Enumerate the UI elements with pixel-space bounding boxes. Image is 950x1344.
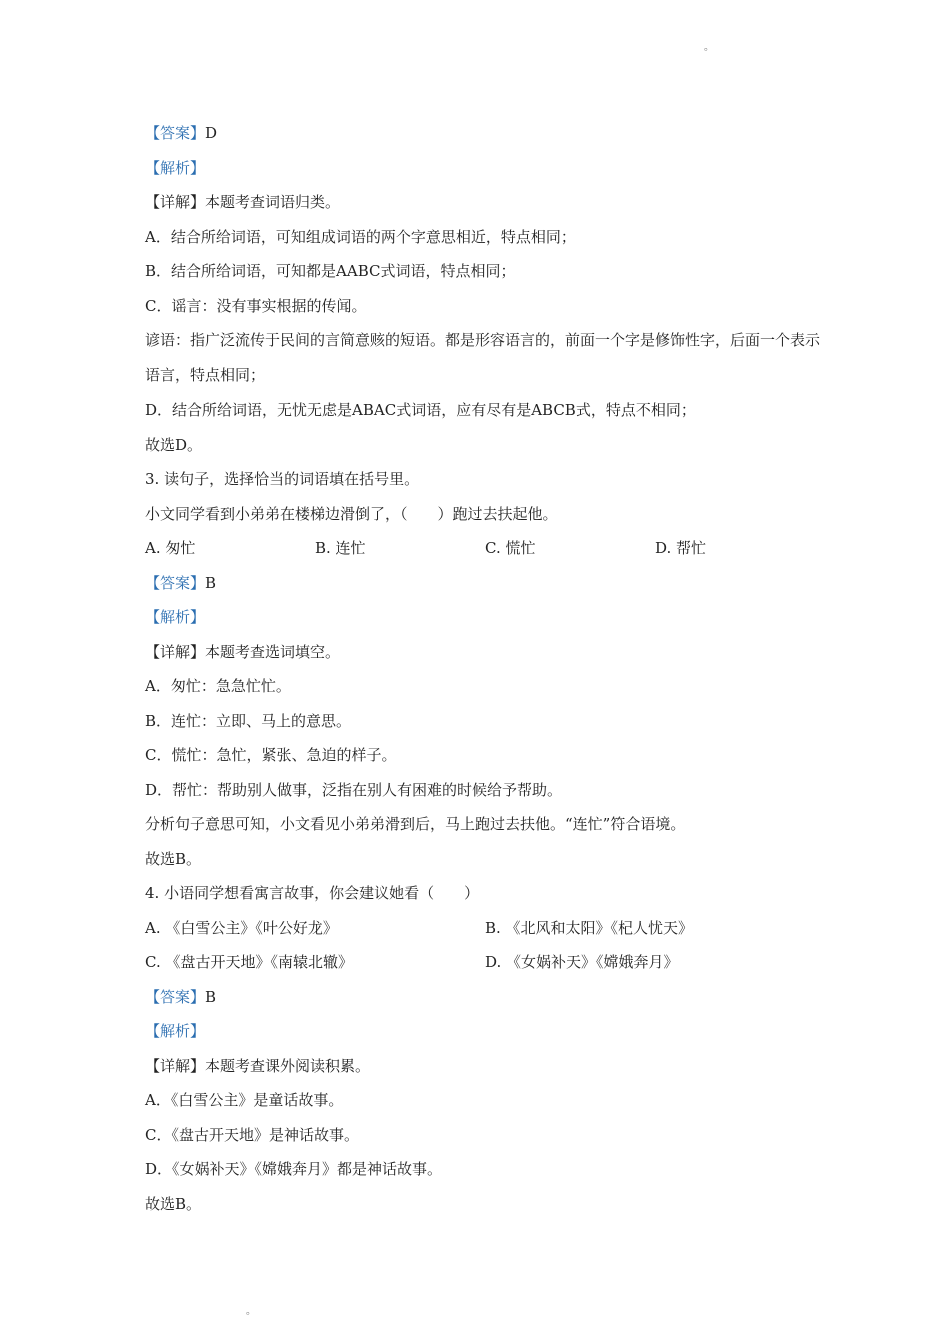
q3-answer [145,566,825,601]
q4-option-c: C. 《盘古开天地》《南辕北辙》 [145,953,353,971]
q3-option-a: A. 匆忙 [145,539,196,557]
detail-text: 本题考查课外阅读积累。 [205,1056,371,1075]
q4-detail [145,1049,825,1084]
q3-sentence: 小文同学看到小弟弟在楼梯边滑倒了，（ ）跑过去扶起他。 [145,504,558,523]
q3-line-c: C．慌忙：急忙，紧张、急迫的样子。 [145,746,397,764]
q2-answer [145,116,825,151]
q2-analysis [145,151,825,186]
q2-detail [145,185,825,220]
q3-analysis [145,600,825,635]
answer-value: B [205,573,217,592]
q4-options-row-1 [145,911,825,946]
q2-line-proverb: 谚语：指广泛流传于民间的言简意赅的短语。都是形容语言的，前面一个字是修饰性字，后面一个表示语言，特点相同； [145,331,821,384]
q2-line-c: C．谣言：没有事实根据的传闻。 [145,296,367,315]
answer-value: B [205,987,217,1006]
header-mark: 。 [704,42,714,53]
detail-tag: 【详解】 [145,1056,206,1075]
q3-option-b: B. 连忙 [315,539,366,557]
q4-conclusion: 故选B。 [145,1194,202,1213]
answer-value: D [205,124,218,142]
q4-line-c: C．《盘古开天地》是神话故事。 [145,1125,359,1144]
q3-option-c: C. 慌忙 [485,539,536,557]
q3-line-b: B．连忙：立即、马上的意思。 [145,711,352,730]
q3-line-d: D．帮忙：帮助别人做事，泛指在别人有困难的时候给予帮助。 [145,780,563,799]
q3-line-analysis: 分析句子意思可知，小文看见小弟弟滑到后，马上跑过去扶他。“连忙”符合语境。 [145,815,686,833]
q4-line-d: D．《女娲补天》《嫦娥奔月》都是神话故事。 [145,1160,443,1178]
q3-line-a: A．匆忙：急急忙忙。 [145,677,291,695]
analysis-tag: 【解析】 [145,608,206,626]
answer-tag: 【答案】 [145,124,206,142]
q2-line-d: D．结合所给词语，无忧无虑是ABAC式词语，应有尽有是ABCB式，特点不相同； [145,401,696,419]
q4-options-row-2 [145,945,825,980]
q3-option-d: D. 帮忙 [655,539,707,557]
detail-text: 本题考查选词填空。 [205,642,341,661]
answer-tag: 【答案】 [145,573,206,592]
q3-options [145,531,825,566]
q2-line-a: A．结合所给词语，可知组成词语的两个字意思相近，特点相同； [145,227,576,246]
q2-conclusion: 故选D。 [145,435,203,454]
q4-analysis [145,1014,825,1049]
footer-mark: 。 [246,1306,256,1317]
q3-detail [145,635,825,670]
q3-conclusion: 故选B。 [145,849,202,868]
answer-tag: 【答案】 [145,987,206,1006]
analysis-tag: 【解析】 [145,1022,206,1040]
q4-line-a: A．《白雪公主》是童话故事。 [145,1091,344,1109]
q4-option-b: B. 《北风和太阳》《杞人忧天》 [485,918,694,937]
document-content [145,116,825,1221]
q2-line-b: B．结合所给词语，可知都是AABC式词语，特点相同； [145,262,516,280]
detail-tag: 【详解】 [145,193,206,211]
detail-tag: 【详解】 [145,642,206,661]
q3-stem: 3. 读句子，选择恰当的词语填在括号里。 [145,470,420,488]
q4-stem: 4. 小语同学想看寓言故事，你会建议她看（ ） [145,884,480,902]
q4-option-a: A. 《白雪公主》《叶公好龙》 [145,918,338,937]
analysis-tag: 【解析】 [145,158,206,177]
q4-option-d: D. 《女娲补天》《嫦娥奔月》 [485,953,679,971]
detail-text: 本题考查词语归类。 [205,193,341,211]
q4-answer [145,980,825,1015]
